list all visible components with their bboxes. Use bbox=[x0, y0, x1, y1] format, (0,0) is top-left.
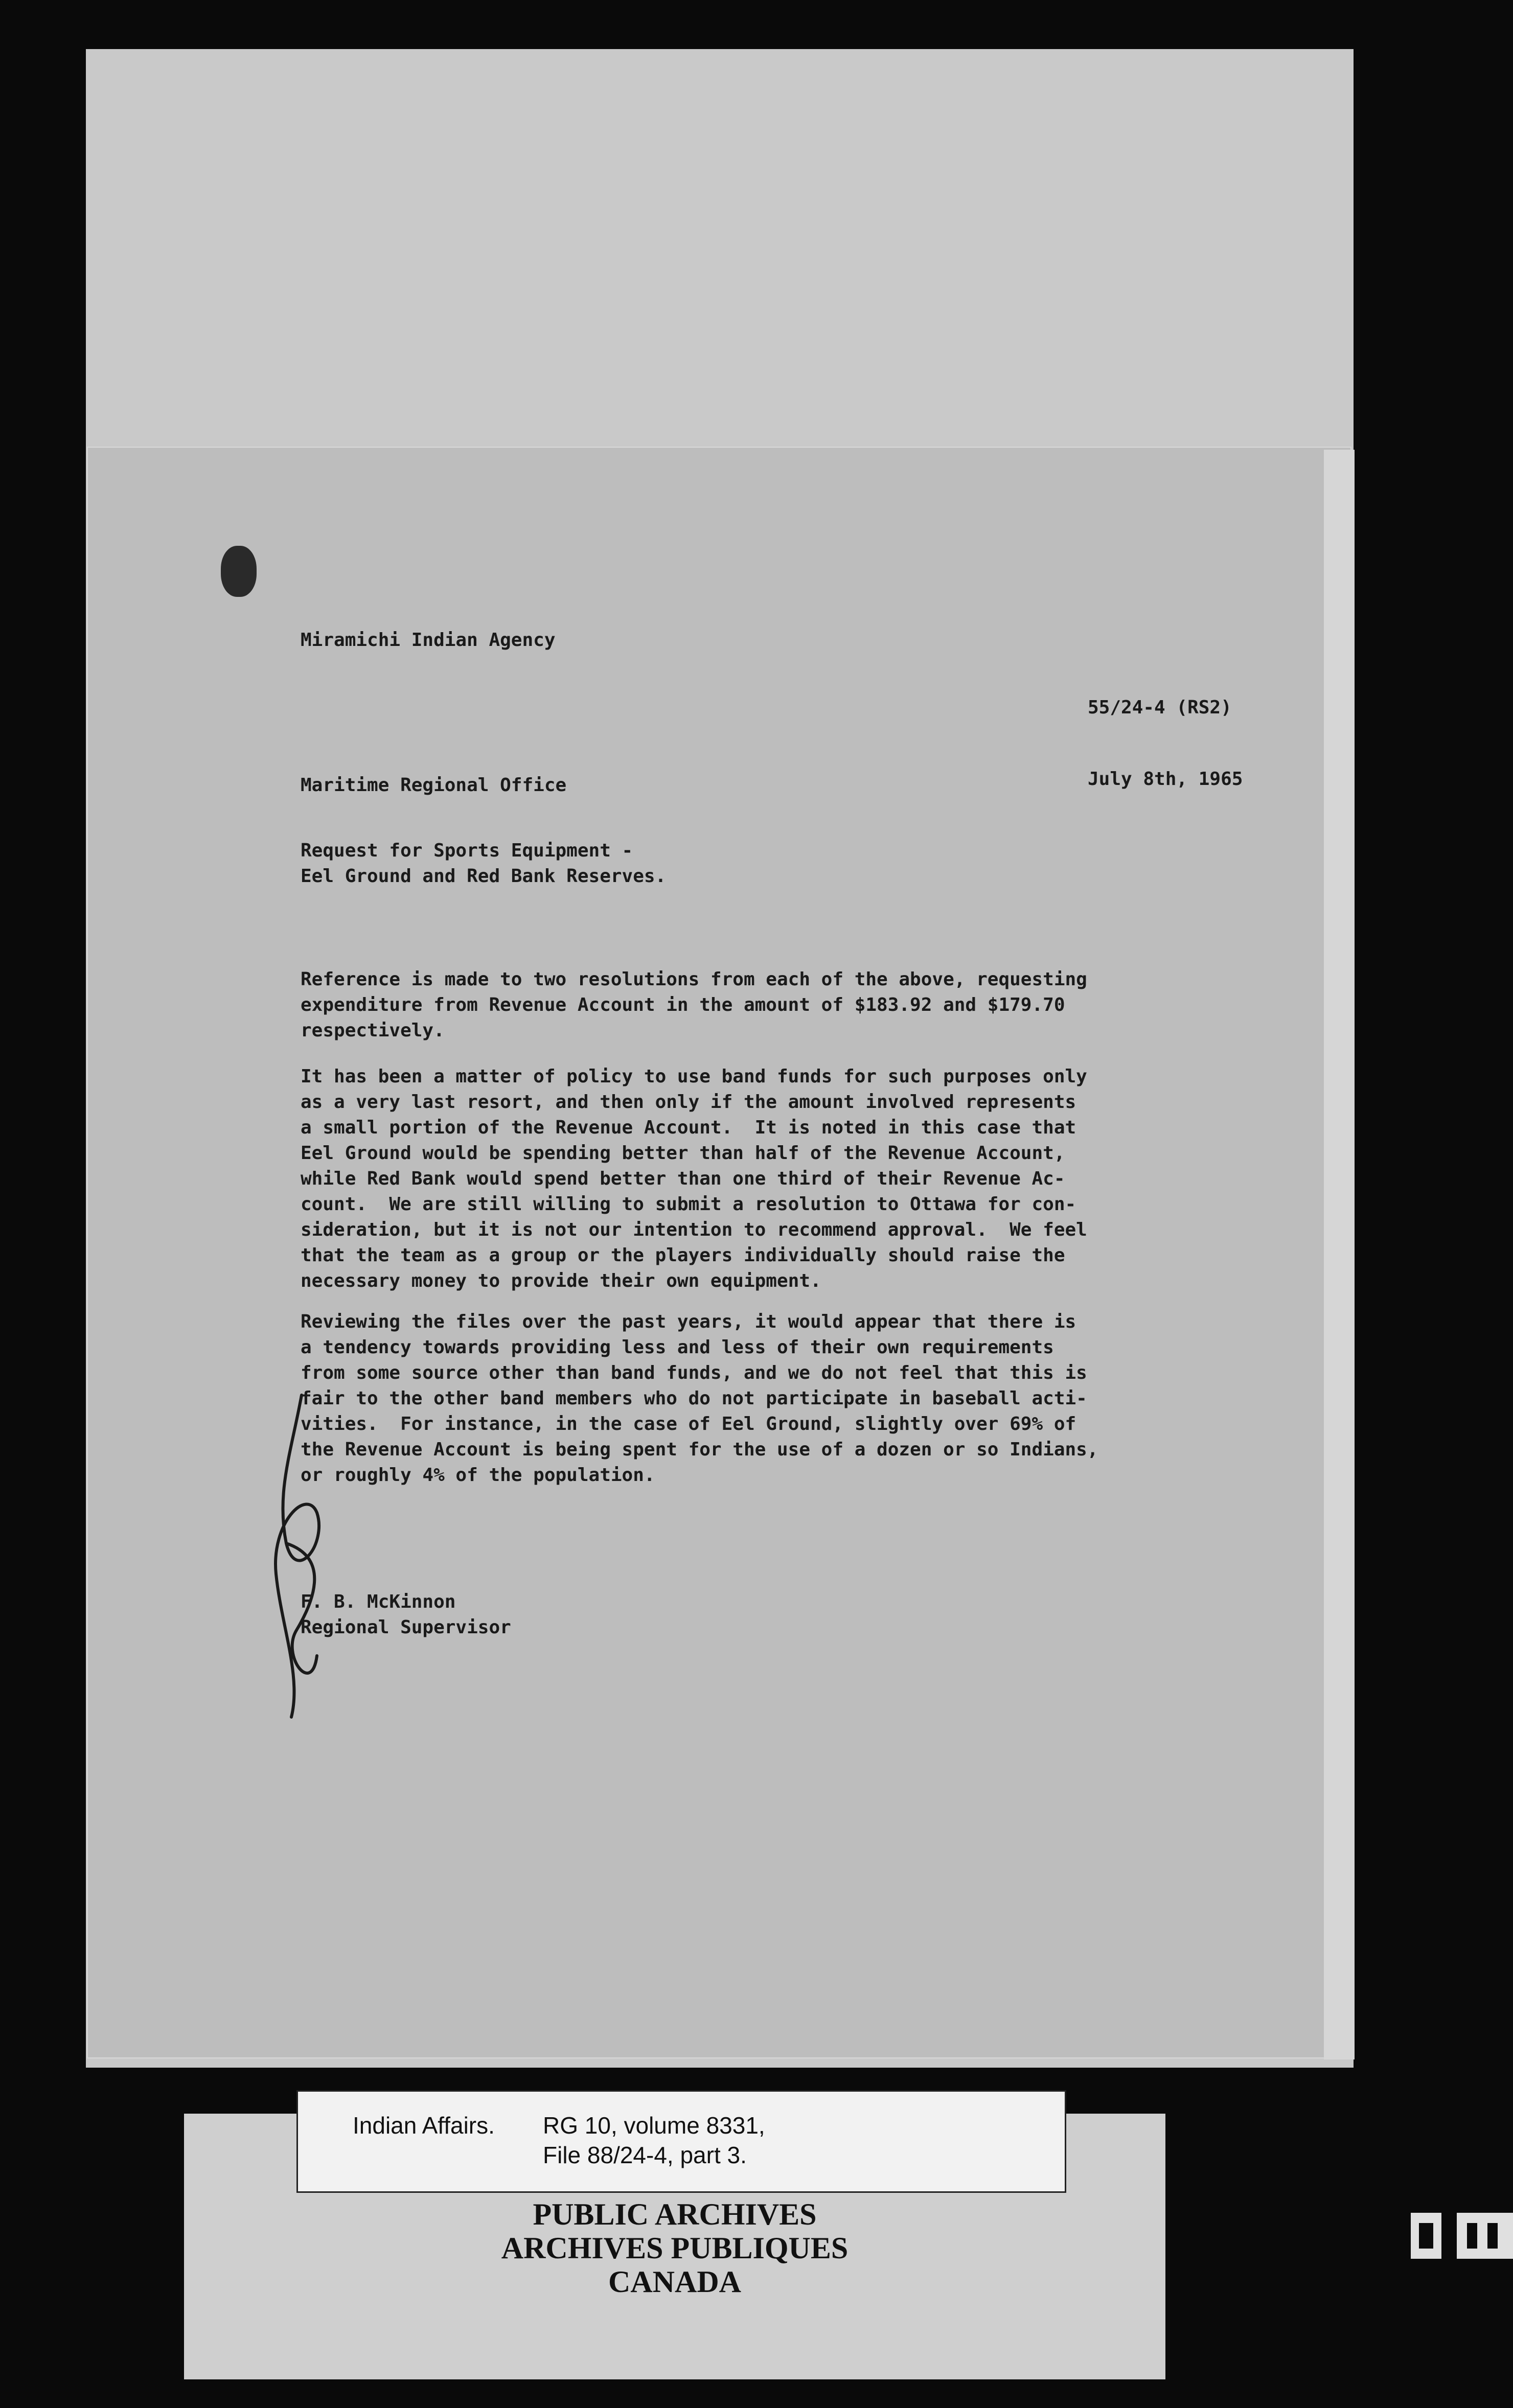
addressee-agency: Miramichi Indian Agency bbox=[301, 630, 556, 651]
label-volume: RG 10, volume 8331, bbox=[543, 2112, 765, 2139]
letter-subject: Request for Sports Equipment - Eel Ground and Red Bank Reserves. bbox=[301, 840, 667, 887]
paragraph-2: It has been a matter of policy to use band funds for such purposes only as a very last resort, and then only if the amount involved represents a small portion of the Revenue Account. It is noted in this case that Eel Ground would be spending better than half of the Revenue Account, while Red Bank would spend better than one third of their Revenue Ac- count. We are still willing to submit a resolution to Ottawa for con- sideration, but it is not our intention to recommend approval. We feel that the team as a group or the players individually should raise the necessary money to provide their own equipment. bbox=[301, 1066, 1087, 1291]
paper-edge bbox=[1324, 450, 1355, 2059]
film-frame-mark bbox=[1411, 2208, 1513, 2264]
sender-office: Maritime Regional Office bbox=[301, 775, 567, 796]
paragraph-3: Reviewing the files over the past years, it would appear that there is a tendency towards providing less and less of their own requirements from some source other than band funds, and we do not feel that this is fair to the other band members who do not participate in baseball acti- vities. For instance, in the case of Eel Ground, slightly over 69% of the Revenue Account is being spent for the use of a dozen or so Indians, or roughly 4% of the population. bbox=[301, 1311, 1098, 1486]
handwritten-signature bbox=[256, 1390, 388, 1727]
punch-hole bbox=[221, 546, 257, 597]
letter-date: July 8th, 1965 bbox=[1088, 769, 1243, 790]
file-reference: 55/24-4 (RS2) bbox=[1088, 697, 1232, 718]
label-department: Indian Affairs. bbox=[353, 2112, 495, 2139]
paragraph-1: Reference is made to two resolutions from each of the above, requesting expenditure from Revenue Account in the amount of $183.92 and $179.70 respectively. bbox=[301, 969, 1087, 1041]
signatory-block: F. B. McKinnon Regional Supervisor bbox=[301, 1591, 511, 1638]
archives-stamp: PUBLIC ARCHIVES ARCHIVES PUBLIQUES CANADA bbox=[501, 2197, 849, 2299]
label-file: File 88/24-4, part 3. bbox=[543, 2142, 747, 2168]
